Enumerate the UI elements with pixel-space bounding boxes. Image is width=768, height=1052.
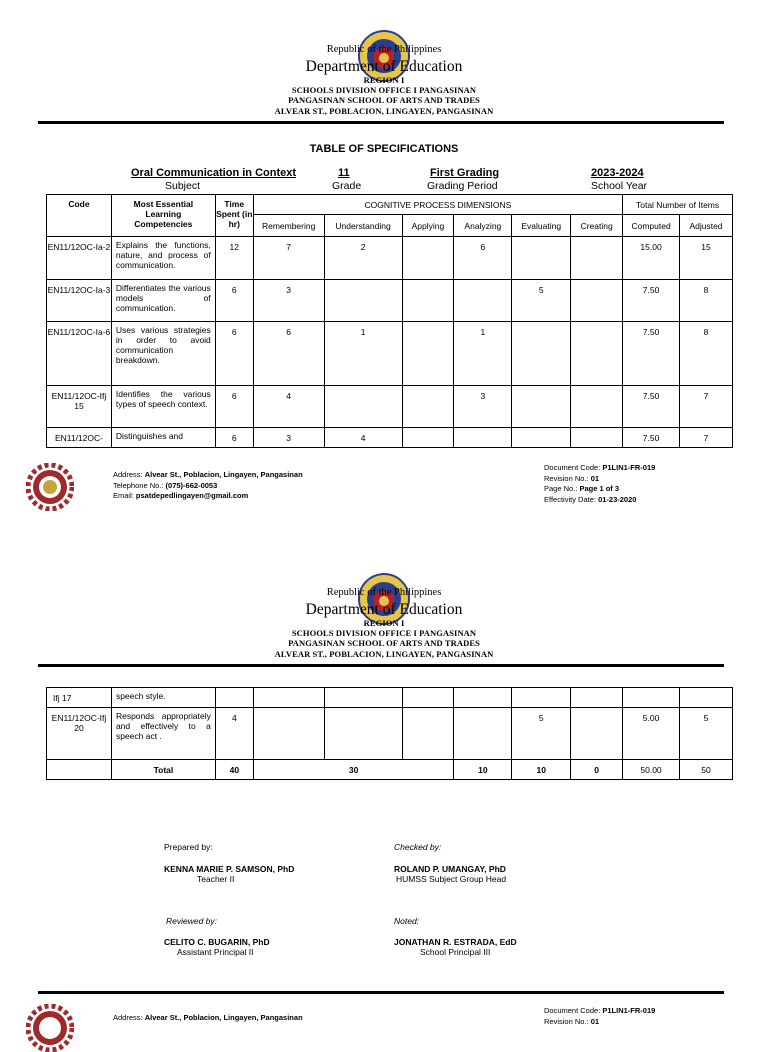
effectivity-date: 01-23-2020 xyxy=(598,494,637,504)
grade-label: Grade xyxy=(332,180,362,192)
cell-evaluating: 5 xyxy=(512,280,571,322)
total-items-header: Total Number of Items xyxy=(623,195,733,215)
cell-analyzing xyxy=(454,708,512,760)
cell-adjusted: 8 xyxy=(680,322,733,386)
cell-applying xyxy=(402,322,454,386)
col-time-header: Time Spent (in hr) xyxy=(215,195,253,237)
cell-analyzing xyxy=(454,280,512,322)
table-row xyxy=(47,708,733,760)
cell-evaluating xyxy=(512,322,571,386)
year-label: School Year xyxy=(591,180,648,192)
cognitive-header: COGNITIVE PROCESS DIMENSIONS xyxy=(253,195,622,215)
table-row xyxy=(47,322,733,386)
reviewed-name-text: CELITO C. BUGARIN, PhD xyxy=(164,937,270,947)
tos-table-page1 xyxy=(46,194,733,448)
cell-adjusted: 7 xyxy=(680,428,733,448)
checked-name xyxy=(394,864,506,874)
cell-time: 6 xyxy=(215,386,253,428)
cell-computed: 7.50 xyxy=(623,386,680,428)
doc-code: P1LIN1-FR-019 xyxy=(602,1006,656,1015)
cell-applying xyxy=(402,688,454,708)
cell-understanding xyxy=(324,386,402,428)
revision: 01 xyxy=(590,1016,600,1026)
doc-code-label: Document Code: xyxy=(544,463,603,472)
cell-competency: Distinguishes and xyxy=(111,428,215,448)
total-computed: 50.00 xyxy=(623,760,680,780)
cell-applying xyxy=(402,386,454,428)
cell-code: EN11/12OC- xyxy=(47,428,112,448)
cell-evaluating: 5 xyxy=(512,708,571,760)
subject-label: Subject xyxy=(165,180,201,192)
col-evaluating-header: Evaluating xyxy=(512,215,571,237)
cell-applying xyxy=(402,708,454,760)
footer-email: psatdepedlingayen@gmail.com xyxy=(135,491,249,500)
cell-time xyxy=(215,688,253,708)
cell-understanding xyxy=(324,280,402,322)
school-gear-logo-icon xyxy=(26,1004,74,1052)
total-rem-und: 30 xyxy=(253,760,454,780)
cell-analyzing: 1 xyxy=(454,322,512,386)
cell-adjusted xyxy=(680,688,733,708)
col-understanding-header: Understanding xyxy=(324,215,402,237)
cell-remembering xyxy=(253,708,324,760)
cell-creating xyxy=(571,280,623,322)
footer-address: Alvear St., Poblacion, Lingayen, Pangasinan xyxy=(144,470,303,479)
cell-analyzing: 3 xyxy=(454,386,512,428)
footer-email-label: Email: xyxy=(113,491,136,500)
prepared-name xyxy=(164,864,294,874)
footer-address-label: Address: xyxy=(113,470,145,479)
year-value: 2023-2024 xyxy=(591,167,644,179)
total-label: Total xyxy=(111,760,215,780)
footer-phone: (075)-662-0053 xyxy=(165,480,218,490)
revision: 01 xyxy=(590,473,600,483)
checked-name-text: ROLAND P. UMANGAY, PhD xyxy=(394,864,506,874)
cell-computed xyxy=(623,688,680,708)
address-line: ALVEAR ST., POBLACION, LINGAYEN, PANGASINAN xyxy=(274,106,494,116)
cell-creating xyxy=(571,688,623,708)
col-adjusted-header: Adjusted xyxy=(680,215,733,237)
cell-understanding: 4 xyxy=(324,428,402,448)
noted-label: Noted: xyxy=(394,916,420,926)
total-evaluating: 10 xyxy=(512,760,571,780)
cell-computed: 7.50 xyxy=(623,428,680,448)
total-adjusted: 50 xyxy=(680,760,733,780)
division-line: SCHOOLS DIVISION OFFICE I PANGASINAN xyxy=(291,628,477,638)
header-rule xyxy=(38,121,724,124)
cell-time: 12 xyxy=(215,237,253,280)
total-time: 40 xyxy=(215,760,253,780)
cell-remembering: 4 xyxy=(253,386,324,428)
cell-computed: 15.00 xyxy=(623,237,680,280)
table-row xyxy=(47,280,733,322)
checked-title: HUMSS Subject Group Head xyxy=(396,874,507,884)
prepared-name-text: KENNA MARIE P. SAMSON, PhD xyxy=(164,864,295,874)
cell-evaluating xyxy=(512,428,571,448)
cell-competency: Uses various strategies in order to avoid communication breakdown. xyxy=(111,322,215,386)
total-creating: 0 xyxy=(571,760,623,780)
period-label: Grading Period xyxy=(427,180,498,192)
totals-row xyxy=(47,760,733,780)
cell-adjusted: 7 xyxy=(680,386,733,428)
table-row xyxy=(47,428,733,448)
cell-competency: Identifies the various types of speech context. xyxy=(111,386,215,428)
school-gear-logo-icon xyxy=(26,463,74,511)
col-applying-header: Applying xyxy=(402,215,454,237)
cell-code: EN11/12OC-Ifj 20 xyxy=(47,708,112,760)
cell-creating xyxy=(571,322,623,386)
cell-creating xyxy=(571,428,623,448)
doc-title: TABLE OF SPECIFICATIONS xyxy=(309,143,459,155)
cell-applying xyxy=(402,237,454,280)
effectivity-label: Effectivity Date: xyxy=(544,494,599,504)
cell-evaluating xyxy=(512,386,571,428)
cell-analyzing: 6 xyxy=(454,237,512,280)
cell-understanding: 1 xyxy=(324,322,402,386)
cell-code: EN11/12OC-Ifj 15 xyxy=(47,386,112,428)
cell-time: 6 xyxy=(215,322,253,386)
school-line: PANGASINAN SCHOOL OF ARTS AND TRADES xyxy=(288,95,480,105)
col-creating-header: Creating xyxy=(571,215,623,237)
cell-code: EN11/12OC-Ia-2 xyxy=(47,237,112,280)
cell-adjusted: 5 xyxy=(680,708,733,760)
revision-label: Revision No.: xyxy=(544,473,591,483)
col-code-header: Code xyxy=(47,195,112,237)
republic-line: Republic of the Philippines xyxy=(326,587,442,598)
noted-title: School Principal III xyxy=(420,947,491,957)
reviewed-label: Reviewed by: xyxy=(166,916,218,926)
cell-adjusted: 8 xyxy=(680,280,733,322)
table-row xyxy=(47,237,733,280)
checked-label: Checked by: xyxy=(394,842,442,852)
cell-time: 6 xyxy=(215,428,253,448)
noted-name xyxy=(394,937,517,947)
col-analyzing-header: Analyzing xyxy=(454,215,512,237)
cell-creating xyxy=(571,386,623,428)
reviewed-title: Assistant Principal II xyxy=(177,947,254,957)
cell-creating xyxy=(571,708,623,760)
address-line: ALVEAR ST., POBLACION, LINGAYEN, PANGASINAN xyxy=(274,649,494,659)
cell-competency: speech style. xyxy=(111,688,215,708)
doc-code: P1LIN1-FR-019 xyxy=(602,463,656,472)
tos-table-page2 xyxy=(46,687,733,780)
cell-time: 4 xyxy=(215,708,253,760)
cell-understanding xyxy=(324,688,402,708)
col-competency-header: Most Essential Learning Competencies xyxy=(111,195,215,237)
cell-analyzing xyxy=(454,688,512,708)
reviewed-name xyxy=(164,937,270,947)
total-analyzing: 10 xyxy=(454,760,512,780)
cell-remembering: 6 xyxy=(253,322,324,386)
table-row xyxy=(47,386,733,428)
footer-contact-page2 xyxy=(113,1013,303,1024)
table-row xyxy=(47,688,733,708)
page-number: Page 1 of 3 xyxy=(579,484,620,493)
revision-label: Revision No.: xyxy=(544,1016,591,1026)
cell-computed: 7.50 xyxy=(623,280,680,322)
footer-address: Alvear St., Poblacion, Lingayen, Pangasinan xyxy=(144,1013,303,1022)
department-line: Department of Education xyxy=(305,58,463,75)
cell-adjusted: 15 xyxy=(680,237,733,280)
cell-time: 6 xyxy=(215,280,253,322)
cell-evaluating xyxy=(512,237,571,280)
header-rule xyxy=(38,664,724,667)
footer-contact-page1 xyxy=(113,470,303,502)
prepared-title: Teacher II xyxy=(197,874,235,884)
cell-competency: Differentiates the various models of communication. xyxy=(111,280,215,322)
cell-remembering: 7 xyxy=(253,237,324,280)
footer-rule xyxy=(38,991,724,994)
cell-understanding: 2 xyxy=(324,237,402,280)
region-line: REGION I xyxy=(363,75,405,85)
republic-line: Republic of the Philippines xyxy=(326,44,442,55)
cell-competency: Responds appropriately and effectively to a speech act . xyxy=(111,708,215,760)
noted-name-text: JONATHAN R. ESTRADA, EdD xyxy=(394,937,517,947)
cell-creating xyxy=(571,237,623,280)
footer-phone-label: Telephone No.: xyxy=(113,480,166,490)
cell-competency: Explains the functions, nature, and process of communication. xyxy=(111,237,215,280)
footer-address-label: Address: xyxy=(113,1013,145,1022)
cell-understanding xyxy=(324,708,402,760)
cell-remembering: 3 xyxy=(253,428,324,448)
footer-doc-info-page1 xyxy=(544,463,655,505)
school-line: PANGASINAN SCHOOL OF ARTS AND TRADES xyxy=(288,638,480,648)
cell-code: Ifj 17 xyxy=(47,688,112,708)
division-line: SCHOOLS DIVISION OFFICE I PANGASINAN xyxy=(291,85,477,95)
region-line: REGION I xyxy=(363,618,405,628)
grade-value: 11 xyxy=(338,167,350,179)
cell-code: EN11/12OC-Ia-3 xyxy=(47,280,112,322)
cell-computed: 7.50 xyxy=(623,322,680,386)
prepared-label: Prepared by: xyxy=(164,842,213,852)
doc-code-label: Document Code: xyxy=(544,1006,603,1015)
cell-evaluating xyxy=(512,688,571,708)
cell-remembering: 3 xyxy=(253,280,324,322)
col-computed-header: Computed xyxy=(623,215,680,237)
department-line: Department of Education xyxy=(305,601,463,618)
page-label: Page No.: xyxy=(544,484,580,493)
cell-computed: 5.00 xyxy=(623,708,680,760)
cell-applying xyxy=(402,428,454,448)
period-value: First Grading xyxy=(430,167,500,179)
cell-analyzing xyxy=(454,428,512,448)
subject-value: Oral Communication in Context xyxy=(131,167,297,179)
col-remembering-header: Remembering xyxy=(253,215,324,237)
cell-remembering xyxy=(253,688,324,708)
cell-code: EN11/12OC-Ia-6 xyxy=(47,322,112,386)
cell-applying xyxy=(402,280,454,322)
